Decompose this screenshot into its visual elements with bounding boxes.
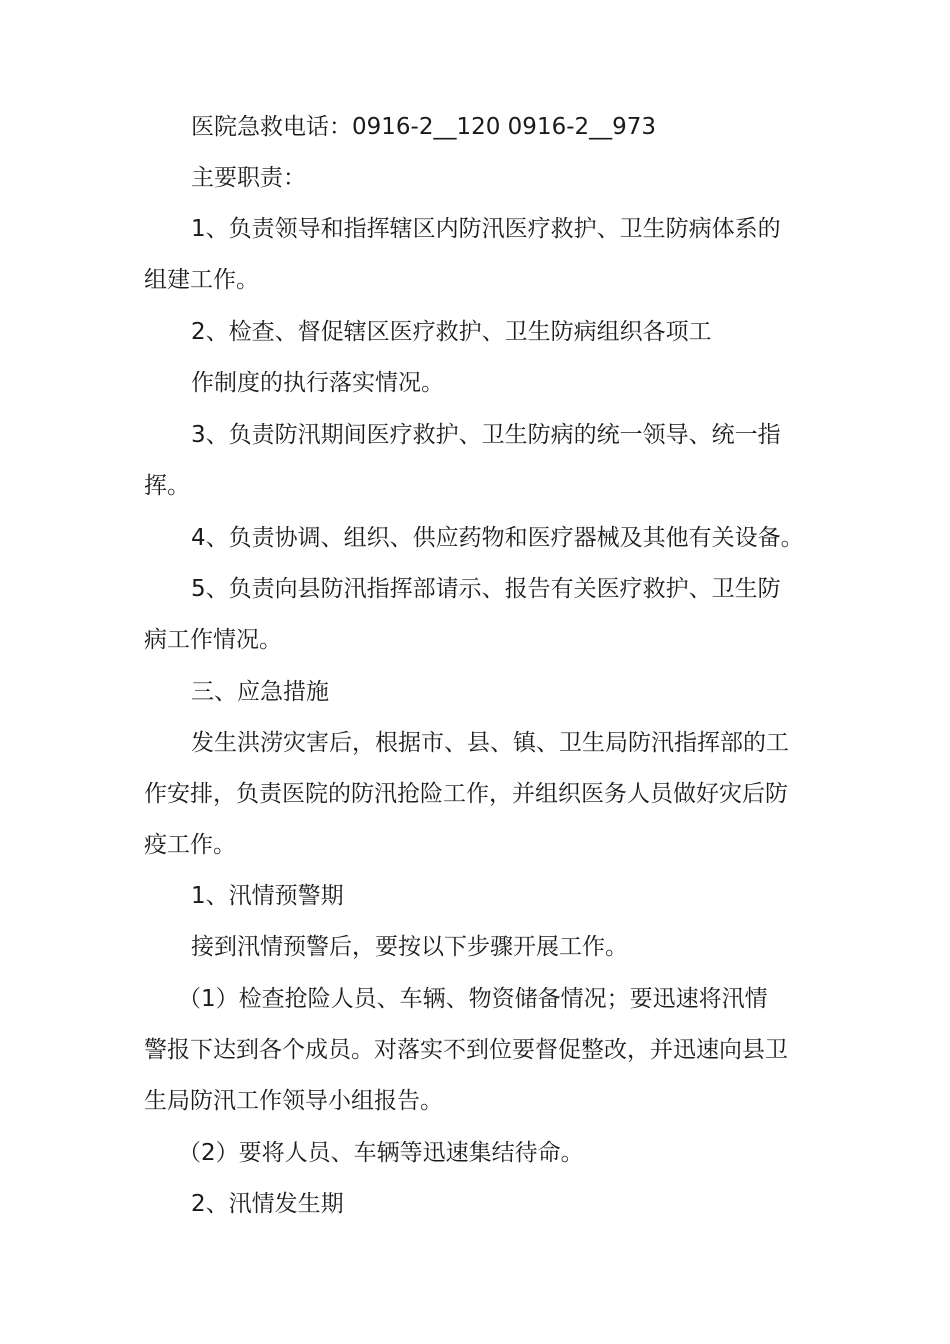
duty-2-line-2: 作制度的执行落实情况。 xyxy=(191,370,444,396)
step-2: （2）要将人员、车辆等迅速集结待命。 xyxy=(178,1140,584,1166)
duty-1-line-2: 组建工作。 xyxy=(144,267,259,293)
duty-4: 4、负责协调、组织、供应药物和医疗器械及其他有关设备。 xyxy=(191,525,804,551)
flood-occurrence-period-heading: 2、汛情发生期 xyxy=(191,1191,344,1217)
section-3-heading: 三、应急措施 xyxy=(191,679,329,705)
duty-5-line-2: 病工作情况。 xyxy=(144,627,282,653)
measures-intro-line-3: 疫工作。 xyxy=(144,832,236,858)
duty-2-line-1: 2、检查、督促辖区医疗救护、卫生防病组织各项工 xyxy=(191,319,712,345)
measures-intro-line-1: 发生洪涝灾害后，根据市、县、镇、卫生局防汛指挥部的工 xyxy=(191,730,789,756)
measures-intro-line-2: 作安排，负责医院的防汛抢险工作，并组织医务人员做好灾后防 xyxy=(144,781,788,807)
warning-steps-intro: 接到汛情预警后，要按以下步骤开展工作。 xyxy=(191,934,628,960)
duty-5-line-1: 5、负责向县防汛指挥部请示、报告有关医疗救护、卫生防 xyxy=(191,576,781,602)
flood-warning-period-heading: 1、汛情预警期 xyxy=(191,883,344,909)
step-1-line-1: （1）检查抢险人员、车辆、物资储备情况；要迅速将汛情 xyxy=(178,986,768,1012)
main-duties-heading: 主要职责： xyxy=(191,165,306,191)
duty-3-line-1: 3、负责防汛期间医疗救护、卫生防病的统一领导、统一指 xyxy=(191,422,781,448)
step-1-line-2: 警报下达到各个成员。对落实不到位要督促整改，并迅速向县卫 xyxy=(144,1037,788,1063)
duty-1-line-1: 1、负责领导和指挥辖区内防汛医疗救护、卫生防病体系的 xyxy=(191,216,781,242)
hospital-emergency-phone: 医院急救电话：0916-2__120 0916-2__973 xyxy=(191,114,657,140)
duty-3-line-2: 挥。 xyxy=(144,473,190,499)
step-1-line-3: 生局防汛工作领导小组报告。 xyxy=(144,1088,443,1114)
